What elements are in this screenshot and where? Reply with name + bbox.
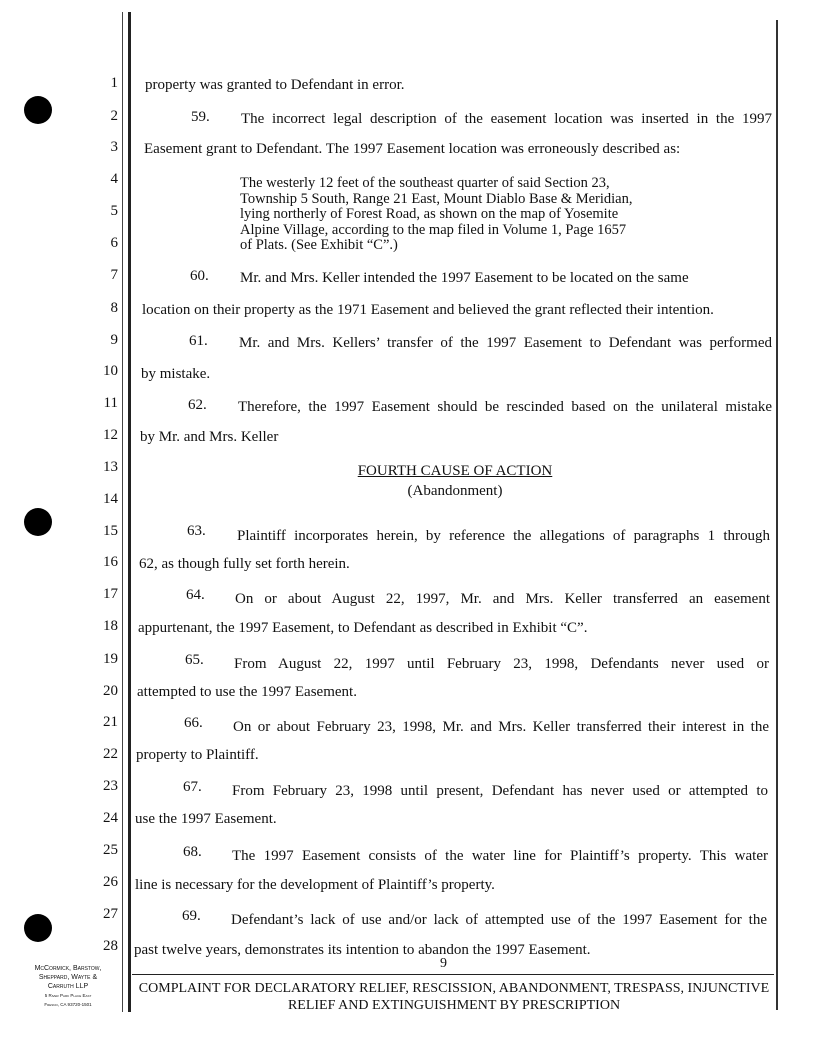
pleading-rule-left-thin [122,12,123,1012]
line-number: 9 [110,332,118,348]
line-number: 8 [110,300,118,316]
body-line: property was granted to Defendant in error. [145,77,405,93]
section-heading: FOURTH CAUSE OF ACTION [357,463,553,479]
footer-caption [134,980,774,1014]
body-line: Therefore, the 1997 Easement should be rescinded based on the unilateral mistake [238,399,772,415]
line-number: 4 [110,171,118,187]
paragraph-number: 59. [191,109,210,125]
line-number: 2 [110,108,118,124]
line-number: 21 [103,714,118,730]
body-line: past twelve years, demonstrates its intention to abandon the 1997 Easement. [134,942,591,958]
quote-line: The westerly 12 feet of the southeast quarter of said Section 23, [240,175,610,191]
footer-line: RELIEF AND EXTINGUISHMENT BY PRESCRIPTION [287,998,621,1013]
body-line: by mistake. [141,366,211,382]
body-line: On or about February 23, 1998, Mr. and Mrs. Keller transferred their interest in the [233,719,769,735]
firm-name-line: Sheppard, Wayte & [38,974,98,981]
firm-name-line: McCormick, Barstow, [34,965,102,972]
line-number: 27 [103,906,118,922]
body-line: 62, as though fully set forth herein. [139,556,350,572]
body-line: Easement grant to Defendant. The 1997 Easement location was erroneously described as: [144,141,681,157]
punch-hole-bottom [24,914,52,942]
footer-line: COMPLAINT FOR DECLARATORY RELIEF, RESCISSION, ABANDONMENT, TRESPASS, INJUNCTIVE [138,981,770,996]
paragraph-number: 62. [188,397,207,413]
line-number: 26 [103,874,118,890]
paragraph-number: 68. [183,844,202,860]
body-line: attempted to use the 1997 Easement. [137,684,357,700]
line-number: 16 [103,554,118,570]
paragraph-number: 60. [190,268,209,284]
body-line: The incorrect legal description of the easement location was inserted in the 1997 [241,111,772,127]
firm-name-line: Carruth LLP [47,983,89,990]
quote-line: lying northerly of Forest Road, as shown on the map of Yosemite [240,206,619,222]
line-number: 10 [103,363,118,379]
line-number: 13 [103,459,118,475]
line-number: 1 [110,75,118,91]
body-line: line is necessary for the development of Plaintiff’s property. [135,877,495,893]
body-line: Mr. and Mrs. Keller intended the 1997 Easement to be located on the same [240,270,689,286]
line-number: 5 [110,203,118,219]
body-line: Plaintiff incorporates herein, by reference the allegations of paragraphs 1 through [237,528,770,544]
firm-address-line: Fresno, CA 93720-1501 [44,1002,92,1007]
line-number: 20 [103,683,118,699]
quote-line: Alpine Village, according to the map filed in Volume 1, Page 1657 [240,221,627,238]
line-number: 18 [103,618,118,634]
line-number: 11 [103,395,118,411]
body-line: property to Plaintiff. [136,747,259,763]
punch-hole-middle [24,508,52,536]
body-line: The 1997 Easement consists of the water line for Plaintiff’s property. This water [232,848,768,864]
pleading-rule-left [128,12,131,1012]
line-number: 28 [103,938,118,954]
line-number: 3 [110,139,118,155]
paragraph-number: 66. [184,715,203,731]
line-number: 17 [103,586,118,602]
body-line: appurtenant, the 1997 Easement, to Defendant as described in Exhibit “C”. [138,620,588,636]
paragraph-number: 63. [187,523,206,539]
line-number: 6 [110,235,118,251]
line-number: 23 [103,778,118,794]
line-number: 22 [103,746,118,762]
punch-hole-top [24,96,52,124]
line-number: 24 [103,810,118,826]
line-number: 25 [103,842,118,858]
pleading-rule-right [776,20,778,1010]
body-line: From February 23, 1998 until present, Defendant has never used or attempted to [232,783,768,799]
line-number: 12 [103,427,118,443]
body-line: by Mr. and Mrs. Keller [140,429,279,445]
paragraph-number: 67. [183,779,202,795]
body-line: From August 22, 1997 until February 23, 1998, Defendants never used or [234,656,769,672]
line-number: 7 [110,267,118,283]
body-line: On or about August 22, 1997, Mr. and Mrs. Keller transferred an easement [235,591,770,607]
quote-line: Township 5 South, Range 21 East, Mount Diablo Base & Meridian, [240,190,633,207]
section-subheading: (Abandonment) [407,483,503,499]
body-line: location on their property as the 1971 Easement and believed the grant reflected their intention. [142,302,714,318]
paragraph-number: 69. [182,908,201,924]
body-line: use the 1997 Easement. [135,811,277,827]
paragraph-number: 64. [186,587,205,603]
line-number: 14 [103,491,118,507]
firm-address-line: 5 River Park Place East [44,993,92,998]
quote-line: of Plats. (See Exhibit “C”.) [240,237,398,253]
paragraph-number: 65. [185,652,204,668]
footer-rule [132,974,774,975]
line-number: 15 [103,523,118,539]
body-line: Mr. and Mrs. Kellers’ transfer of the 1997 Easement to Defendant was performed [239,335,772,351]
paragraph-number: 61. [189,333,208,349]
body-line: Defendant’s lack of use and/or lack of attempted use of the 1997 Easement for the [231,912,767,928]
line-number: 19 [103,651,118,667]
page-number: 9 [440,956,447,971]
legal-description-quote [240,176,680,254]
